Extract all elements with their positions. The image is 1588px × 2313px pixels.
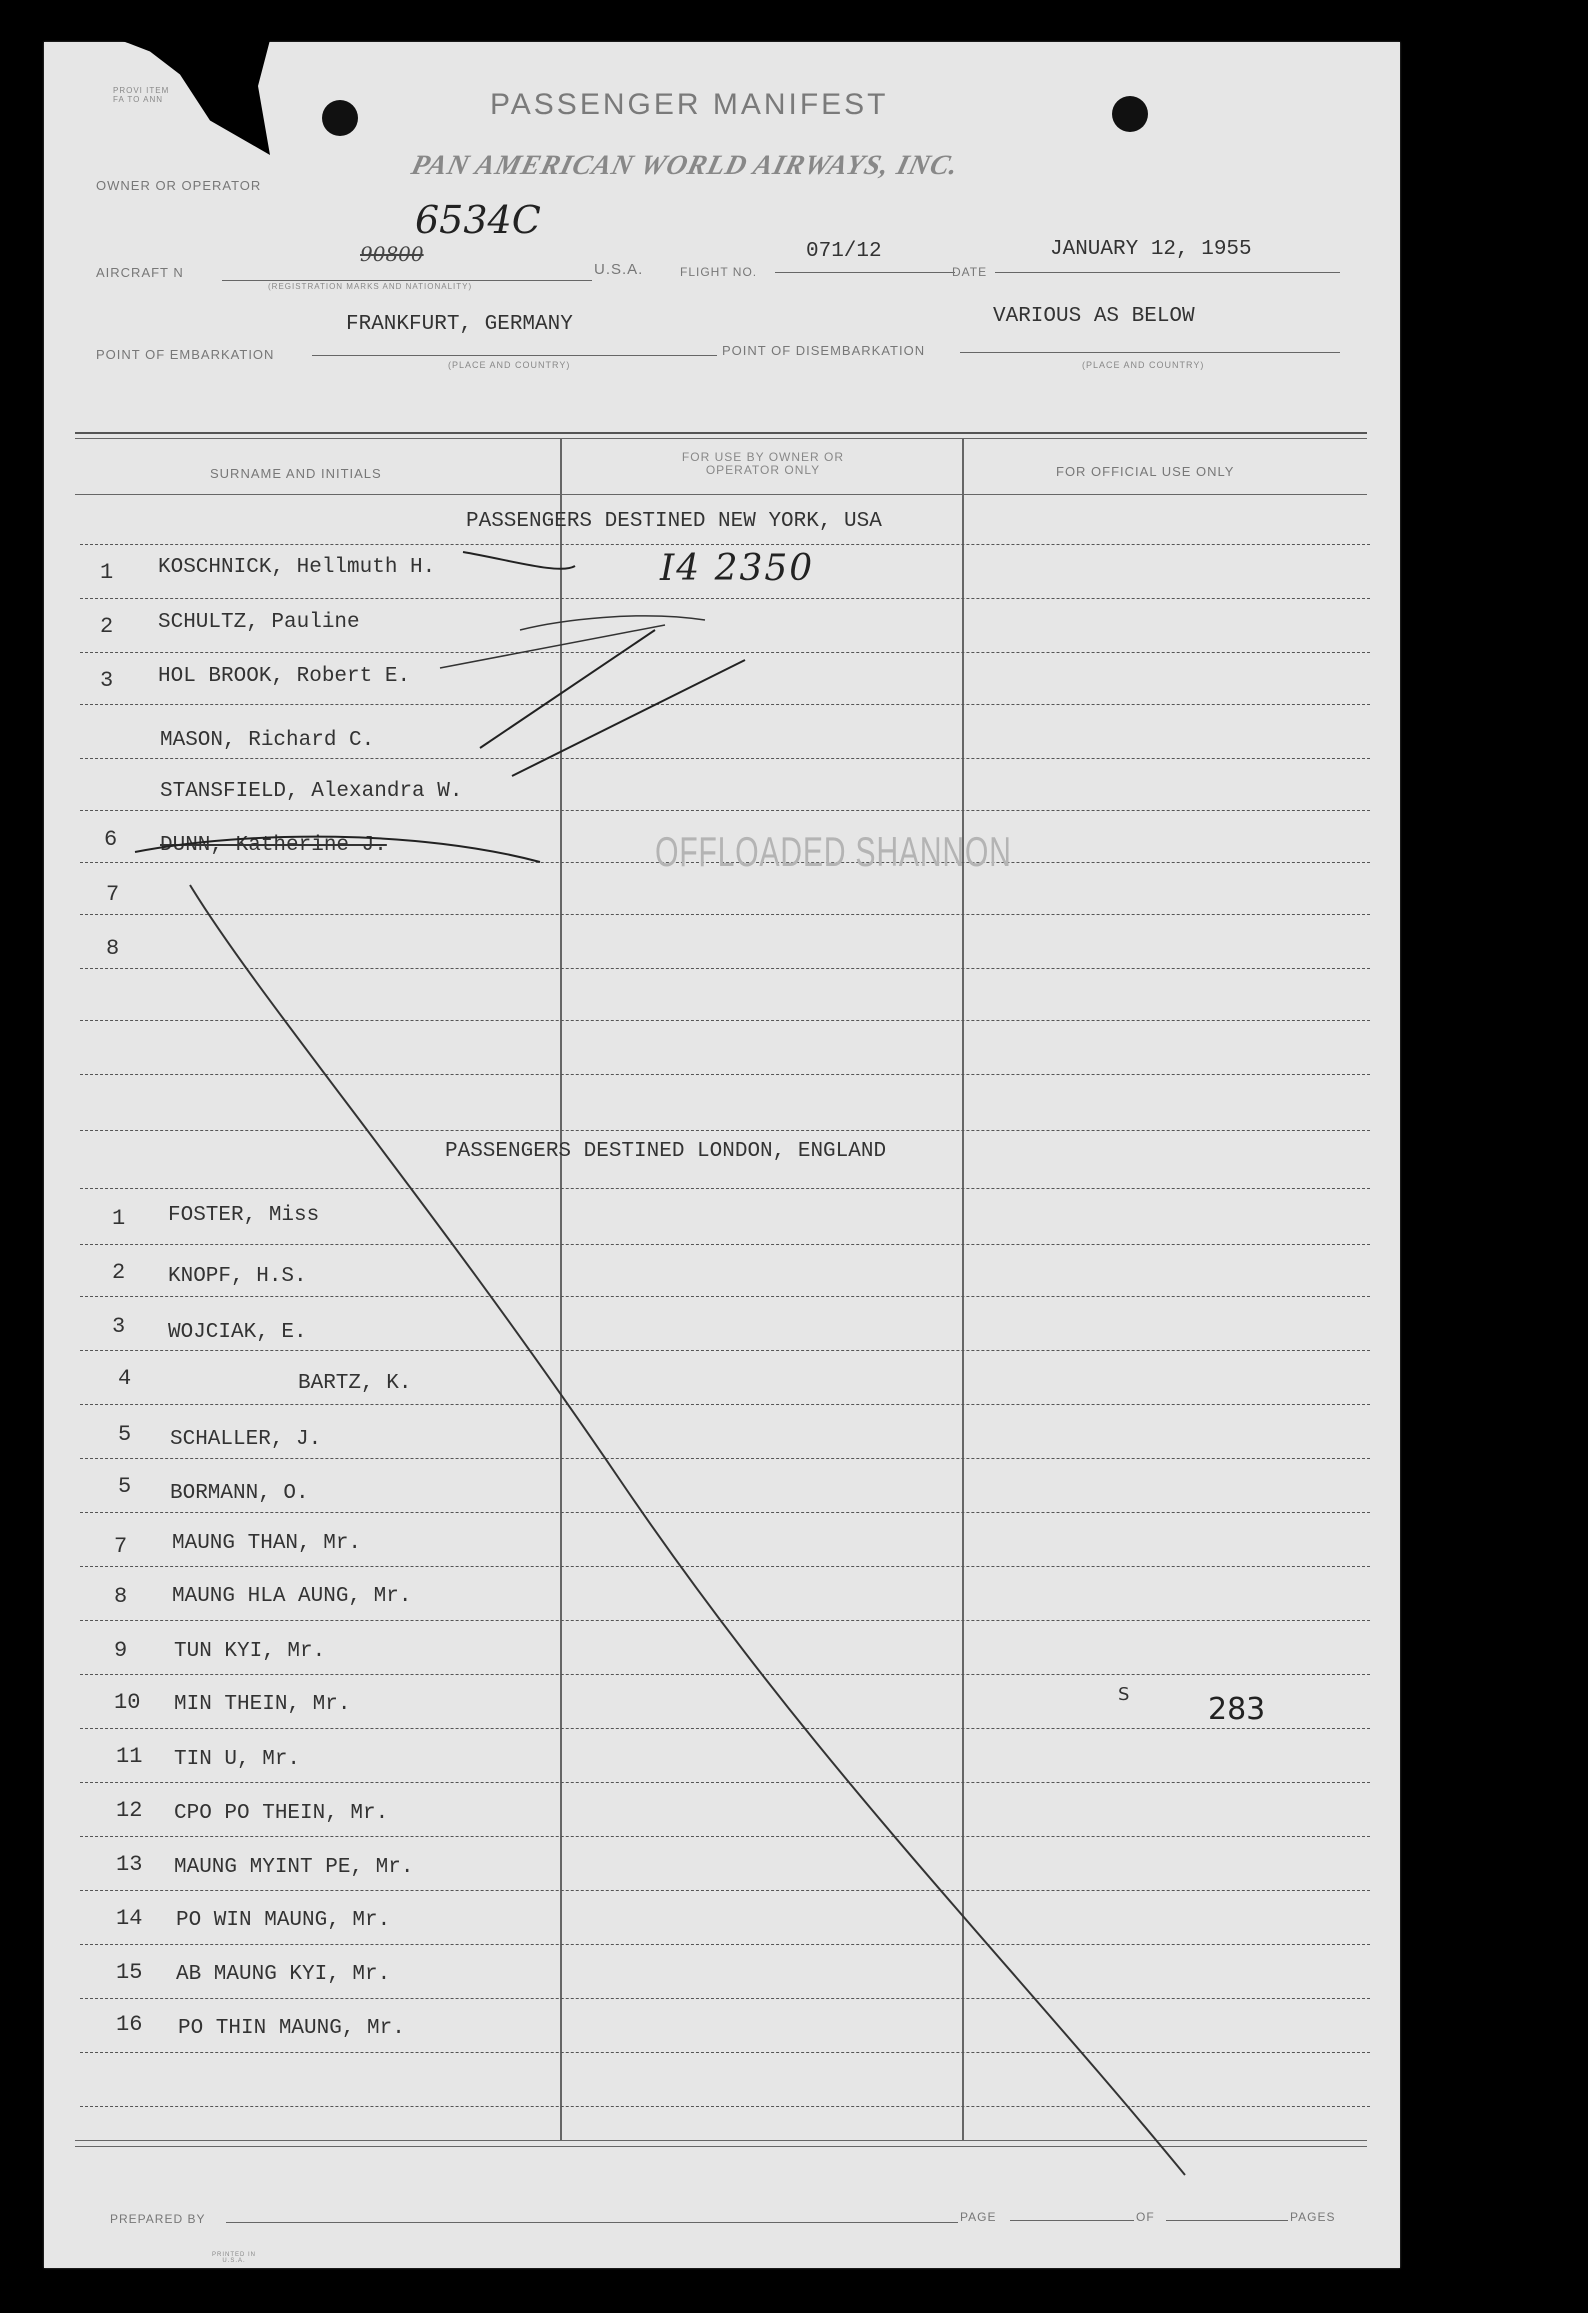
place-label-1: (PLACE AND COUNTRY) [448,360,571,370]
passenger-name: KOSCHNICK, Hellmuth H. [158,556,436,579]
passenger-name: HOL BROOK, Robert E. [158,665,411,688]
row-number: 6 [104,827,118,852]
row-number: 4 [118,1366,132,1391]
embark-label: POINT OF EMBARKATION [96,347,275,362]
row-number: 12 [116,1798,143,1823]
registration-label: (REGISTRATION MARKS AND NATIONALITY) [268,282,473,291]
passenger-name: FOSTER, Miss [168,1204,320,1227]
row-number: 1 [100,560,114,585]
passenger-name: SCHALLER, J. [170,1428,322,1451]
row-number: 5 [118,1422,132,1447]
row-number: 7 [114,1534,128,1559]
diagonal-strike-line [190,885,1185,2175]
row-number: 13 [116,1852,143,1877]
row-number: 14 [116,1906,143,1931]
passenger-name: BORMANN, O. [170,1482,309,1505]
date-label: DATE [952,265,988,279]
page-label: PAGE [960,2210,997,2224]
passenger-name: TUN KYI, Mr. [174,1640,326,1663]
prepared-label: PREPARED BY [110,2212,206,2226]
col-official-use: FOR OFFICIAL USE ONLY [1056,464,1235,479]
provision-text: PROVI ITEM FA TO ANN [113,86,170,104]
passenger-name: DUNN, Katherine J. [160,834,387,857]
owner-label: OWNER OR OPERATOR [96,178,262,193]
print-stamp: PRINTED IN U.S.A. [212,2252,257,2264]
flight-label: FLIGHT NO. [680,265,758,279]
pages-label: PAGES [1290,2210,1336,2224]
passenger-name: STANSFIELD, Alexandra W. [160,780,463,803]
passenger-name: PO WIN MAUNG, Mr. [176,1909,391,1932]
passenger-name: MAUNG MYINT PE, Mr. [174,1856,414,1879]
row-number: 1 [112,1206,126,1231]
row-number: 3 [112,1314,126,1339]
passenger-name: BARTZ, K. [298,1372,412,1395]
usa-label: U.S.A. [594,261,644,278]
of-label: OF [1136,2210,1155,2224]
disembark-label: POINT OF DISEMBARKATION [722,343,926,358]
row-number: 10 [114,1690,141,1715]
aircraft-value: 6534C [415,198,541,242]
company-name: PAN AMERICAN WORLD AIRWAYS, INC. [408,150,963,181]
strike-dunn [135,837,540,862]
col-surname: SURNAME AND INITIALS [210,466,382,481]
row-number: 2 [100,614,114,639]
passenger-name: PO THIN MAUNG, Mr. [178,2017,405,2040]
handwritten-note: I4 2350 [660,548,815,589]
passenger-name: MAUNG THAN, Mr. [172,1532,362,1555]
col-owner-use: FOR USE BY OWNER OR OPERATOR ONLY [681,450,845,477]
check-mark-1 [463,552,575,569]
passenger-name: MIN THEIN, Mr. [174,1693,351,1716]
check-mark-4 [480,630,655,748]
page-title: PASSENGER MANIFEST [490,88,889,121]
passenger-name: SCHULTZ, Pauline [158,611,360,634]
disembark-value: VARIOUS AS BELOW [993,305,1195,328]
flight-value: 071/12 [806,240,882,263]
row-number: 5 [118,1474,132,1499]
check-mark-2 [520,616,705,630]
row-number: 15 [116,1960,143,1985]
place-label-2: (PLACE AND COUNTRY) [1082,360,1205,370]
row-number: 7 [106,882,120,907]
row-number: 8 [106,936,120,961]
official-prefix: S [1118,1684,1130,1705]
section-ny-heading: PASSENGERS DESTINED NEW YORK, USA [466,510,882,533]
row-number: 11 [116,1744,143,1769]
passenger-name: KNOPF, H.S. [168,1265,307,1288]
official-number: 283 [1208,1692,1266,1727]
offloaded-stamp: OFFLOADED SHANNON [655,828,1012,875]
date-value: JANUARY 12, 1955 [1050,238,1252,261]
check-mark-5 [512,660,745,776]
passenger-name: MASON, Richard C. [160,729,375,752]
section-london-heading: PASSENGERS DESTINED LONDON, ENGLAND [445,1140,887,1163]
aircraft-label: AIRCRAFT N [96,265,184,280]
row-number: 9 [114,1638,128,1663]
row-number: 16 [116,2012,143,2037]
passenger-name: AB MAUNG KYI, Mr. [176,1963,391,1986]
embark-value: FRANKFURT, GERMANY [346,313,573,336]
passenger-name: WOJCIAK, E. [168,1321,307,1344]
row-number: 2 [112,1260,126,1285]
passenger-name: CPO PO THEIN, Mr. [174,1802,389,1825]
row-number: 3 [100,668,114,693]
passenger-name: MAUNG HLA AUNG, Mr. [172,1585,412,1608]
aircraft-struck: 90800 [360,242,424,266]
row-number: 8 [114,1584,128,1609]
passenger-name: TIN U, Mr. [174,1748,301,1771]
